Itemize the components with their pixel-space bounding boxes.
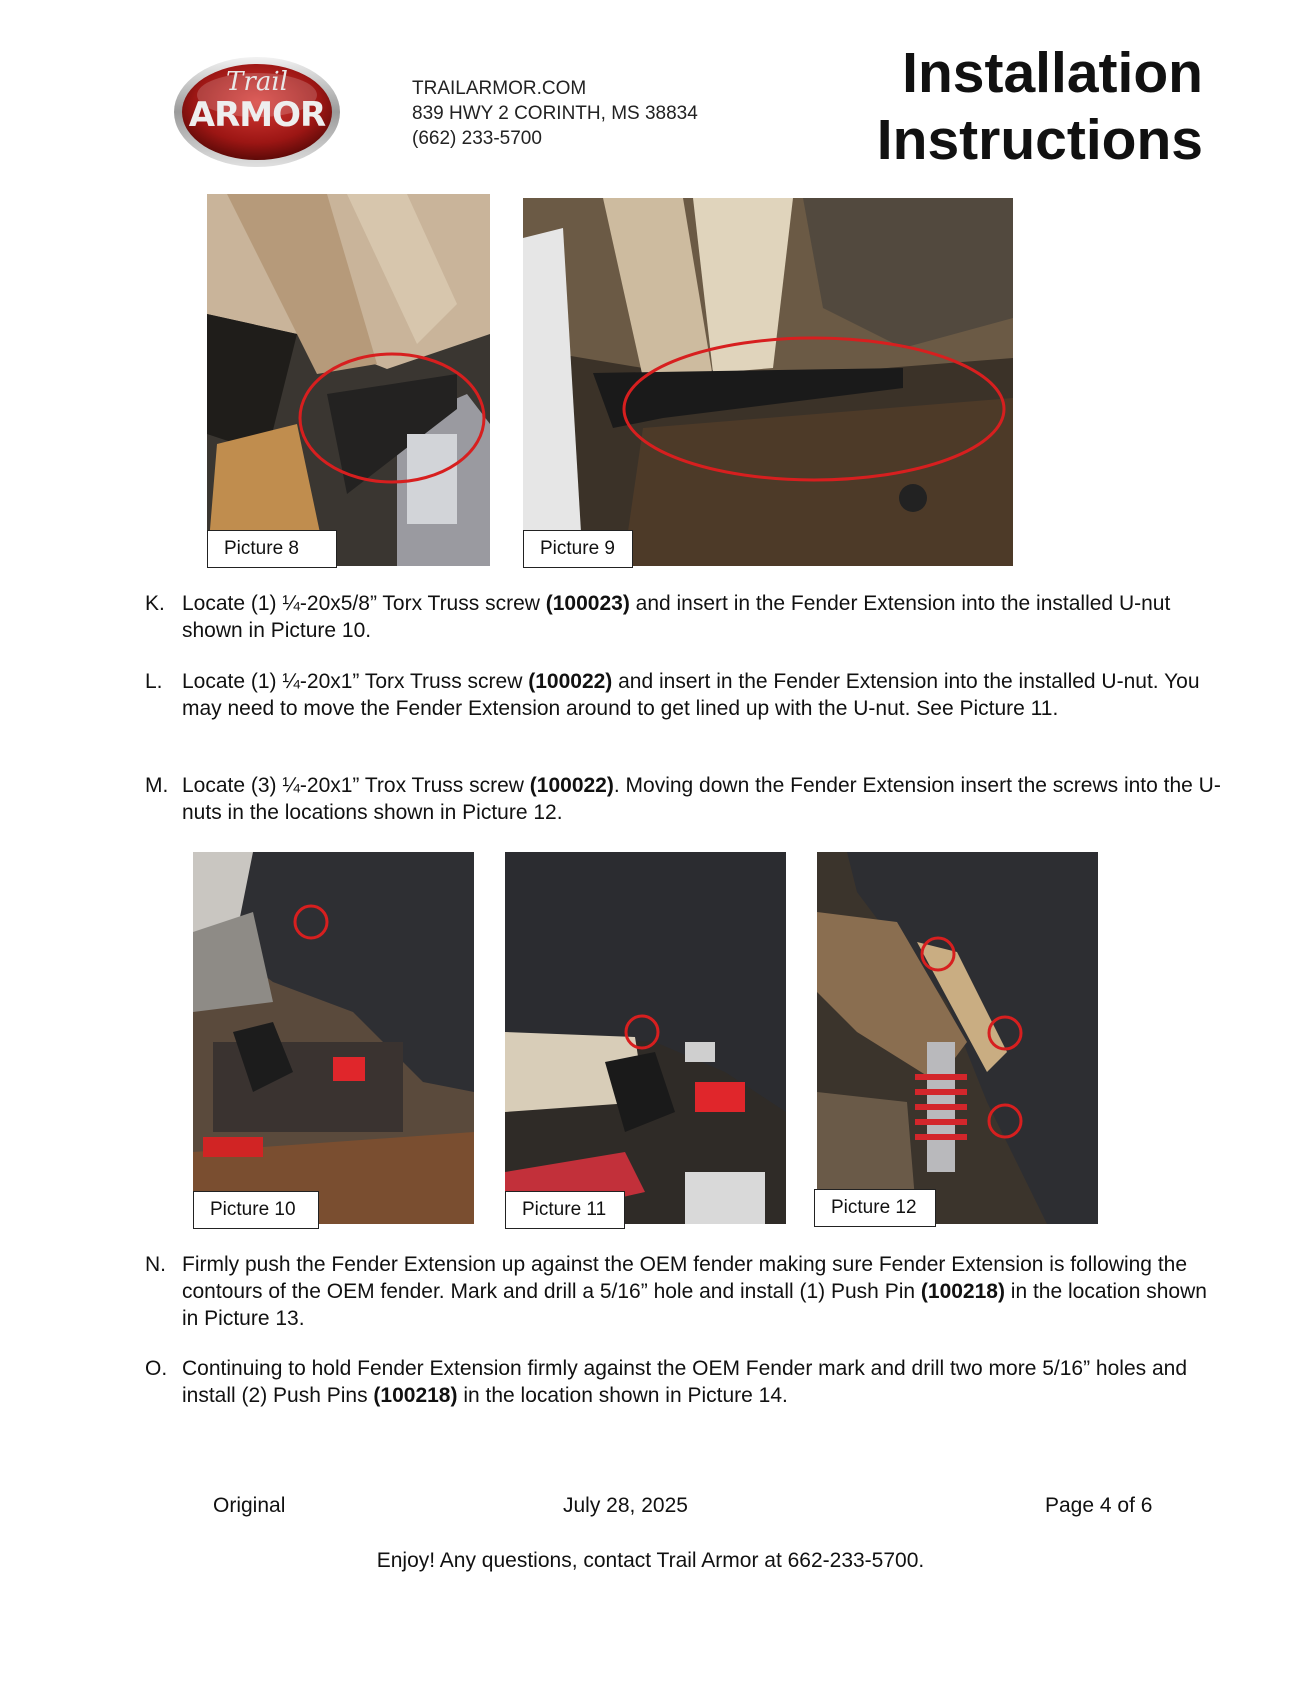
footer-revision: Original <box>213 1494 286 1517</box>
logo-text-trail: Trail <box>226 67 288 97</box>
title-line-2: Instructions <box>876 108 1203 172</box>
step-l: L. Locate (1) ¼-20x1” Torx Truss screw (100022) and insert in the Fender Extension into the installed U-nut. You may need to move the Fender Extension around to get lined up with the U-nut. See Picture 11. <box>145 670 1200 720</box>
title-line-1: Installation <box>902 41 1203 105</box>
part-number: (100022) <box>528 670 613 693</box>
step-m: M. Locate (3) ¼-20x1” Trox Truss screw (100022). Moving down the Fender Extension insert the screws into the U-nuts in the locations shown in Picture 12. <box>145 774 1221 824</box>
logo-text-armor: ARMOR <box>188 95 326 135</box>
footer-contact-note: Enjoy! Any questions, contact Trail Armor at 662-233-5700. <box>376 1549 925 1572</box>
caption-picture-9: Picture 9 <box>523 530 633 568</box>
contact-block <box>412 76 698 151</box>
photo-picture-11 <box>505 852 786 1224</box>
page-title <box>877 40 1203 174</box>
part-number: (100023) <box>545 592 630 615</box>
website-text: TRAILARMOR.COM <box>412 78 587 99</box>
trail-armor-logo <box>172 55 342 170</box>
step-n: N. Firmly push the Fender Extension up against the OEM fender making sure Fender Extension is following the contours of the OEM fender. Mark and drill a 5/16” hole and install (1) Push Pin (100218) in the location shown in Picture 13. <box>145 1253 1207 1330</box>
part-number: (100218) <box>373 1384 458 1407</box>
footer-page-number: Page 4 of 6 <box>1045 1494 1153 1517</box>
photo-picture-8 <box>207 194 490 566</box>
photo-picture-9 <box>523 198 1013 566</box>
caption-picture-11: Picture 11 <box>505 1191 625 1229</box>
step-letter: M. <box>145 774 169 797</box>
part-number: (100218) <box>920 1280 1005 1303</box>
address-text: 839 HWY 2 CORINTH, MS 38834 <box>412 103 698 124</box>
caption-picture-12: Picture 12 <box>814 1189 936 1227</box>
caption-picture-10: Picture 10 <box>193 1191 319 1229</box>
photo-picture-10 <box>193 852 474 1224</box>
step-letter: N. <box>145 1253 166 1276</box>
phone-text: (662) 233-5700 <box>412 128 542 149</box>
photo-picture-12 <box>817 852 1098 1224</box>
footer-date: July 28, 2025 <box>563 1494 688 1517</box>
step-letter: K. <box>145 592 165 615</box>
part-number: (100022) <box>529 774 614 797</box>
caption-picture-8: Picture 8 <box>207 530 337 568</box>
step-o: O. Continuing to hold Fender Extension firmly against the OEM Fender mark and drill two more 5/16” holes and install (2) Push Pins (100218) in the location shown in Picture 14. <box>145 1357 1188 1407</box>
step-k: K. Locate (1) ¼-20x5/8” Torx Truss screw (100023) and insert in the Fender Extension into the installed U-nut shown in Picture 10. <box>145 592 1171 642</box>
step-letter: O. <box>145 1357 168 1380</box>
step-letter: L. <box>145 670 163 693</box>
